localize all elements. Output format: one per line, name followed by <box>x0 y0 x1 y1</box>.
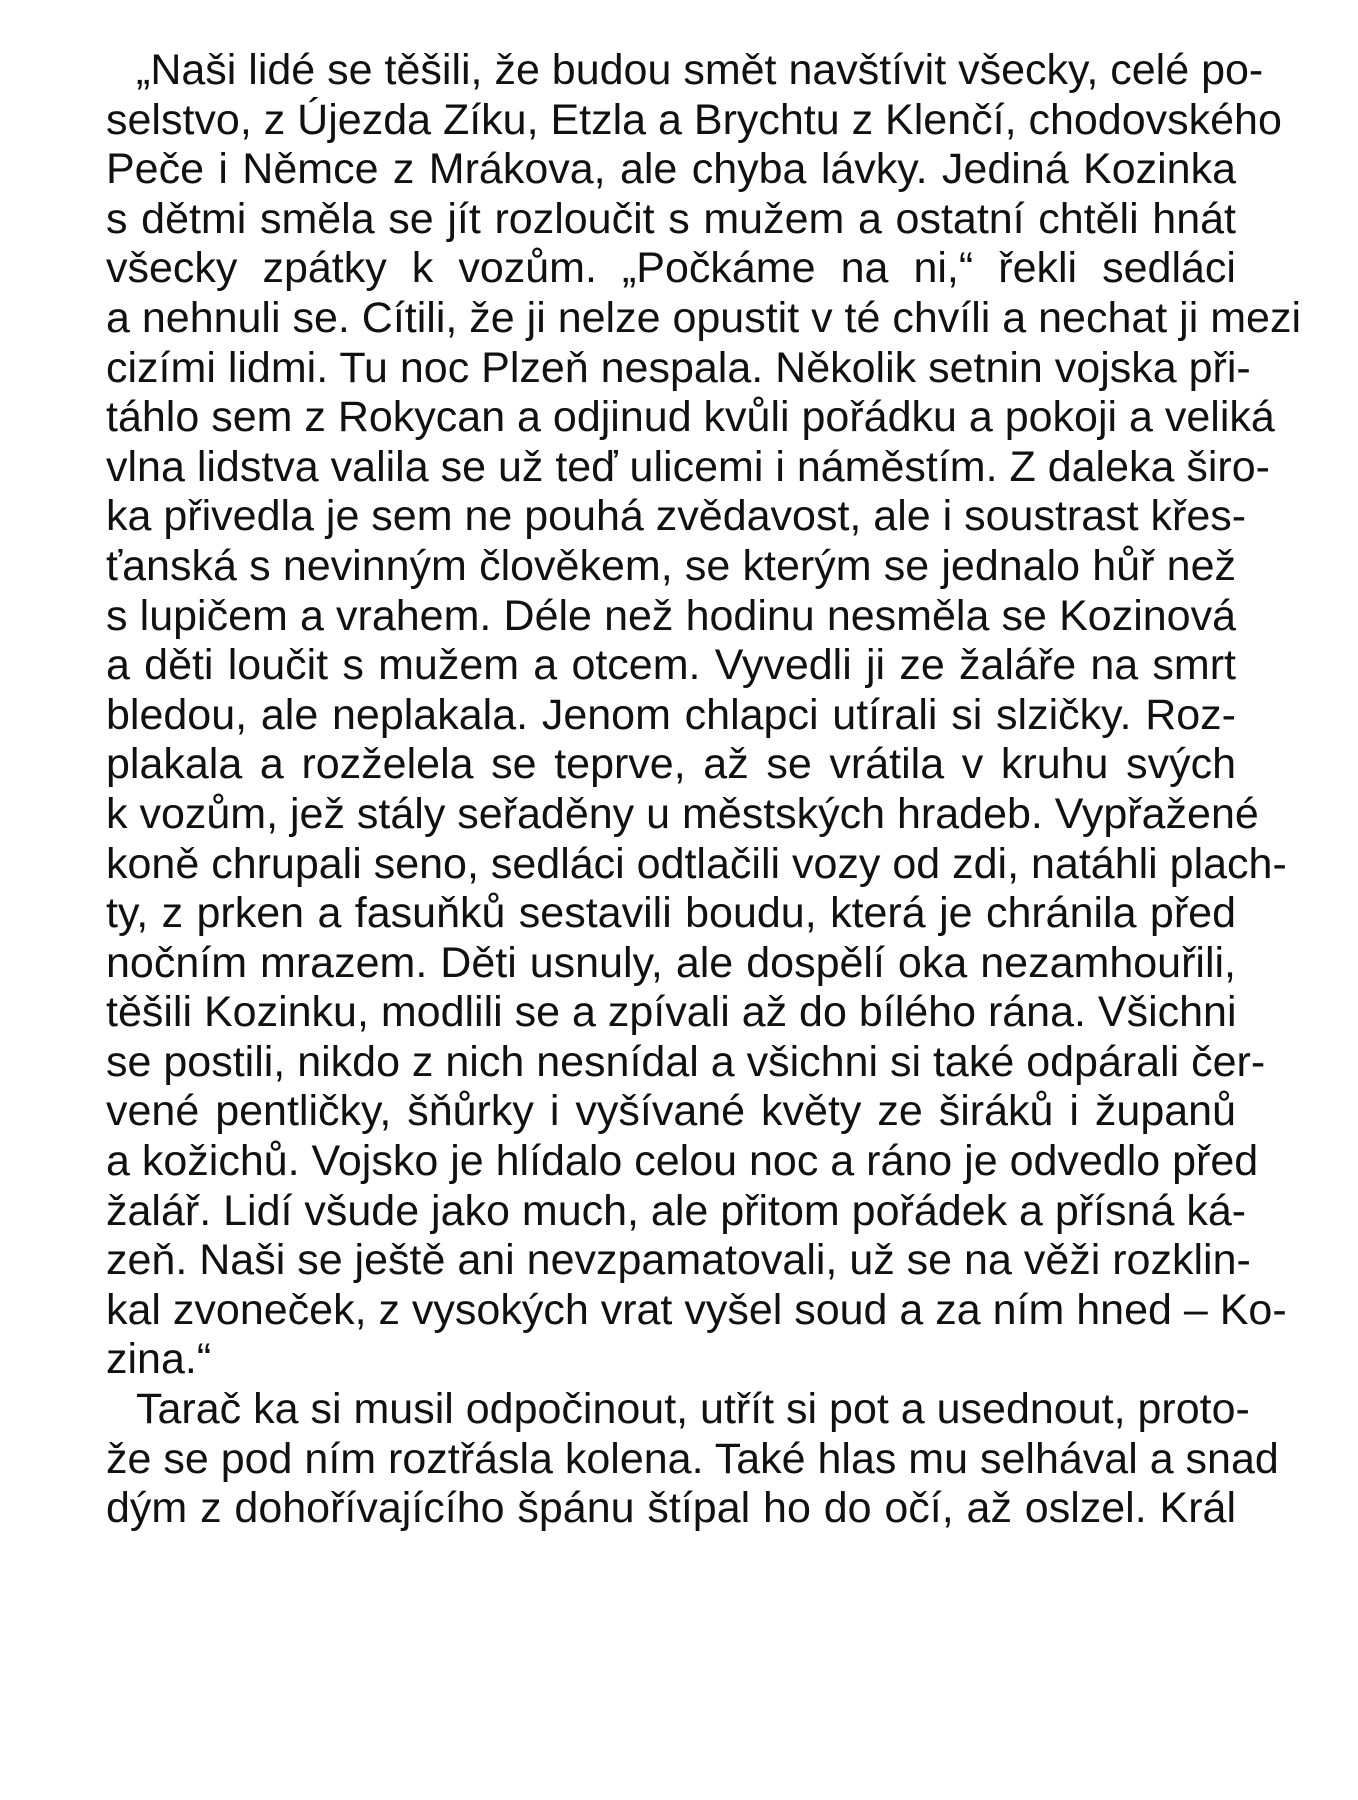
text-line: ťanská s nevinným člověkem, se kterým se jednalo hůř než <box>106 541 1236 590</box>
text-line: Peče i Němce z Mrákova, ale chyba lávky. Jediná Kozinka <box>106 145 1236 194</box>
text-line: Tarač ka si musil odpočinout, utřít si pot a usednout, proto- <box>136 1385 1250 1434</box>
text-line: a kožichů. Vojsko je hlídalo celou noc a ráno je odvedlo před <box>106 1137 1259 1186</box>
text-line: všecky zpátky k vozům. „Počkáme na ni,“ řekli sedláci <box>106 244 1236 293</box>
text-line: žalář. Lidí všude jako much, ale přitom pořádek a přísná ká- <box>106 1186 1247 1235</box>
paragraph-1 <box>106 46 1302 1385</box>
text-line: dým z dohořívajícího špánu štípal ho do očí, až oslzel. Král <box>106 1484 1236 1533</box>
paragraph-2 <box>106 1385 1279 1534</box>
text-line: zeň. Naši se ještě ani nevzpamatovali, už se na věži rozklin- <box>106 1236 1251 1285</box>
text-line: že se pod ním roztřásla kolena. Také hlas mu selhával a snad <box>106 1434 1279 1483</box>
text-line: a nehnuli se. Cítili, že ji nelze opustit v té chvíli a nechat ji mezi <box>106 293 1302 342</box>
text-line: s lupičem a vrahem. Déle než hodinu nesměla se Kozinová <box>106 591 1236 640</box>
document-page <box>106 46 1302 1534</box>
text-line: selstvo, z Újezda Zíku, Etzla a Brychtu z Klenčí, chodovského <box>106 95 1282 144</box>
text-line: plakala a rozželela se teprve, až se vrátila v kruhu svých <box>106 740 1236 789</box>
text-line: se postili, nikdo z nich nesnídal a všichni si také odpárali čer- <box>106 1037 1266 1086</box>
text-line: koně chrupali seno, sedláci odtlačili vozy od zdi, natáhli plach- <box>106 839 1287 888</box>
text-line: k vozům, jež stály seřaděny u městských hradeb. Vypřažené <box>106 789 1259 838</box>
text-line: kal zvoneček, z vysokých vrat vyšel soud a za ním hned – Ko- <box>106 1285 1287 1334</box>
text-line: těšili Kozinku, modlili se a zpívali až do bílého rána. Všichni <box>106 988 1237 1037</box>
text-line: a děti loučit s mužem a otcem. Vyvedli ji ze žaláře na smrt <box>106 641 1236 690</box>
text-line: „Naši lidé se těšili, že budou smět navštívit všecky, celé po- <box>136 46 1264 94</box>
text-line: zina.“ <box>106 1335 212 1384</box>
text-line: ka přivedla je sem ne pouhá zvědavost, ale i soustrast křes- <box>106 492 1247 541</box>
text-line: vené pentličky, šňůrky i vyšívané květy ze širáků i županů <box>106 1087 1236 1136</box>
text-line: cizími lidmi. Tu noc Plzeň nespala. Několik setnin vojska při- <box>106 343 1251 392</box>
text-line: s dětmi směla se jít rozloučit s mužem a ostatní chtěli hnát <box>106 194 1236 243</box>
text-line: táhlo sem z Rokycan a odjinud kvůli pořádku a pokoji a veliká <box>106 393 1275 442</box>
text-line: nočním mrazem. Děti usnuly, ale dospělí oka nezamhouřili, <box>106 938 1236 987</box>
text-line: bledou, ale neplakala. Jenom chlapci utírali si slzičky. Roz- <box>106 690 1236 739</box>
text-line: vlna lidstva valila se už teď ulicemi i náměstím. Z daleka širo- <box>106 442 1270 491</box>
text-line: ty, z prken a fasuňků sestavili boudu, která je chránila před <box>106 889 1236 938</box>
